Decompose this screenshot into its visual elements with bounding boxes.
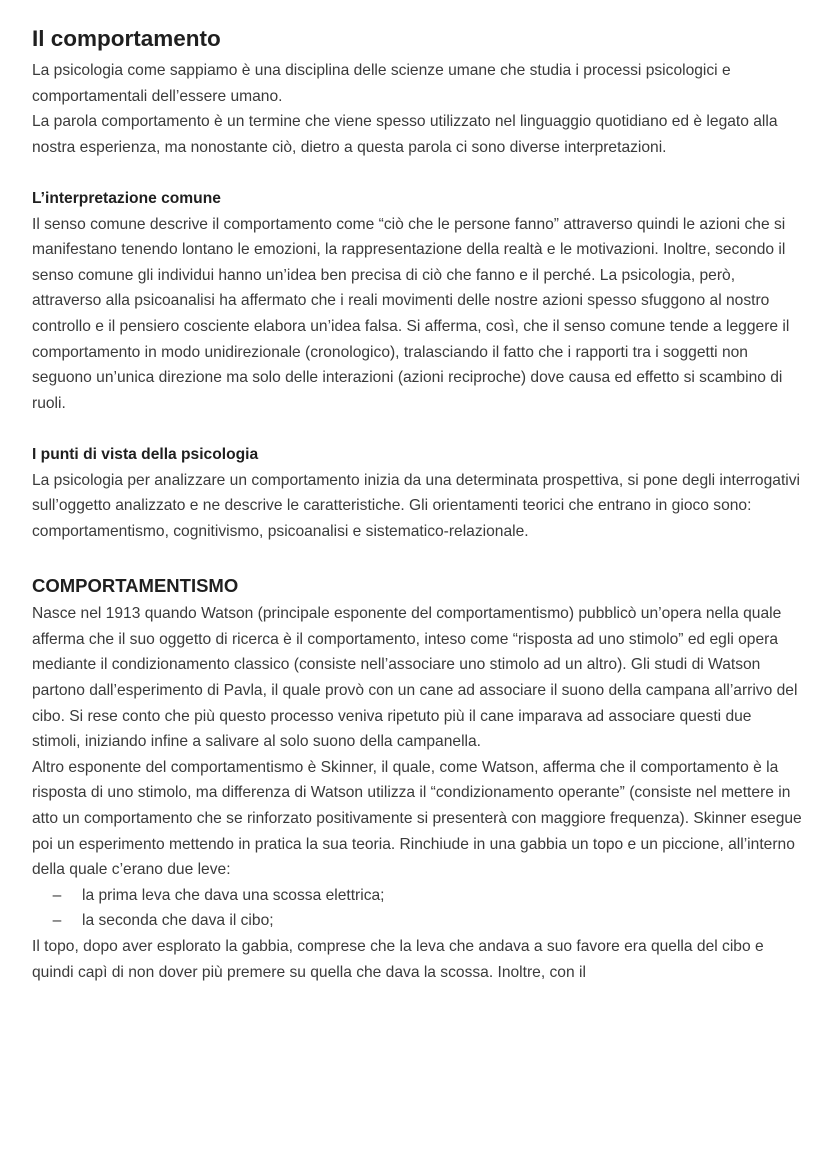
spacer (32, 416, 802, 442)
page-title: Il comportamento (32, 26, 221, 51)
comportamentismo-paragraph-1: Nasce nel 1913 quando Watson (principale esponente del comportamentismo) pubblicò un’opera nella quale afferma che il suo oggetto di ricerca è il comportamento, inteso come “risposta ad uno stimolo” ed egli opera mediante il condizionamento classico (consiste nell’associare uno stimolo ad un altro). Gli studi di Watson partono dall’esperimento di Pavla, il quale provò con un cane ad associare il suono della campana all’arrivo del cibo. Si rese conto che più questo processo veniva ripetuto più il cane imparava ad associare questi due stimoli, iniziando infine a salivare al solo suono della campanella. (32, 605, 798, 751)
spacer (32, 544, 802, 570)
interpretazione-paragraph: Il senso comune descrive il comportamento come “ciò che le persone fanno” attraverso quindi le azioni che si manifestano tenendo lontano le emozioni, la rappresentazione della realtà e le motivazioni. Inoltre, secondo il senso comune gli individui hanno un’idea ben precisa di ciò che fanno e il perché. La psicologia, però, attraverso alla psicoanalisi ha affermato che i reali movimenti delle nostre azioni spesso sfuggono al nostro controllo e il pensiero cosciente elabora un’idea falsa. Si afferma, così, che il senso comune tende a leggere il comportamento in modo unidirezionale (cronologico), tralasciando il fatto che i rapporti tra i soggetti non seguono un’unica direzione ma solo delle interazioni (azioni reciproche) dove causa ed effetto si scambino di ruoli. (32, 215, 790, 412)
list-item-text: la seconda che dava il cibo; (82, 912, 274, 930)
dash-bullet-icon: – (52, 886, 62, 904)
interpretazione-heading: L’interpretazione comune (32, 189, 221, 207)
list-item-text: la prima leva che dava una scossa elettrica; (82, 886, 385, 904)
comportamentismo-paragraph-3: Il topo, dopo aver esplorato la gabbia, comprese che la leva che andava a suo favore era quella del cibo e quindi capì di non dover più premere su quella che dava la scossa. Inoltre, con il (32, 938, 764, 981)
list-item (32, 883, 802, 909)
dash-bullet-icon: – (52, 912, 62, 930)
comportamentismo-paragraph-2: Altro esponente del comportamentismo è Skinner, il quale, come Watson, afferma che il comportamento è la risposta di uno stimolo, ma differenza di Watson utilizza il “condizionamento operante” (consiste nel mettere in atto un comportamento che se rinforzato positivamente si presenterà con maggiore frequenza). Skinner esegue poi un esperimento mettendo in pratica la sua teoria. Rinchiude in una gabbia un topo e un piccione, all’interno della quale c’erano due leve: (32, 758, 802, 879)
spacer (32, 160, 802, 186)
punti-di-vista-paragraph: La psicologia per analizzare un comportamento inizia da una determinata prospettiva, si pone degli interrogativi sull’oggetto analizzato e ne descrive le caratteristiche. Gli orientamenti teorici che entrano in gioco sono: comportamentismo, cognitivismo, psicoanalisi e sistematico-relazionale. (32, 471, 801, 540)
levers-list (32, 883, 802, 934)
document-page (32, 24, 802, 985)
intro-paragraph-2: La parola comportamento è un termine che viene spesso utilizzato nel linguaggio quotidiano ed è legato alla nostra esperienza, ma nonostante ciò, dietro a questa parola ci sono diverse interpretazioni. (32, 113, 778, 156)
list-item (32, 908, 802, 934)
punti-di-vista-heading: I punti di vista della psicologia (32, 445, 259, 463)
intro-paragraph-1: La psicologia come sappiamo è una disciplina delle scienze umane che studia i processi psicologici e comportamentali dell’essere umano. (32, 62, 731, 105)
comportamentismo-heading: COMPORTAMENTISMO (32, 575, 239, 597)
